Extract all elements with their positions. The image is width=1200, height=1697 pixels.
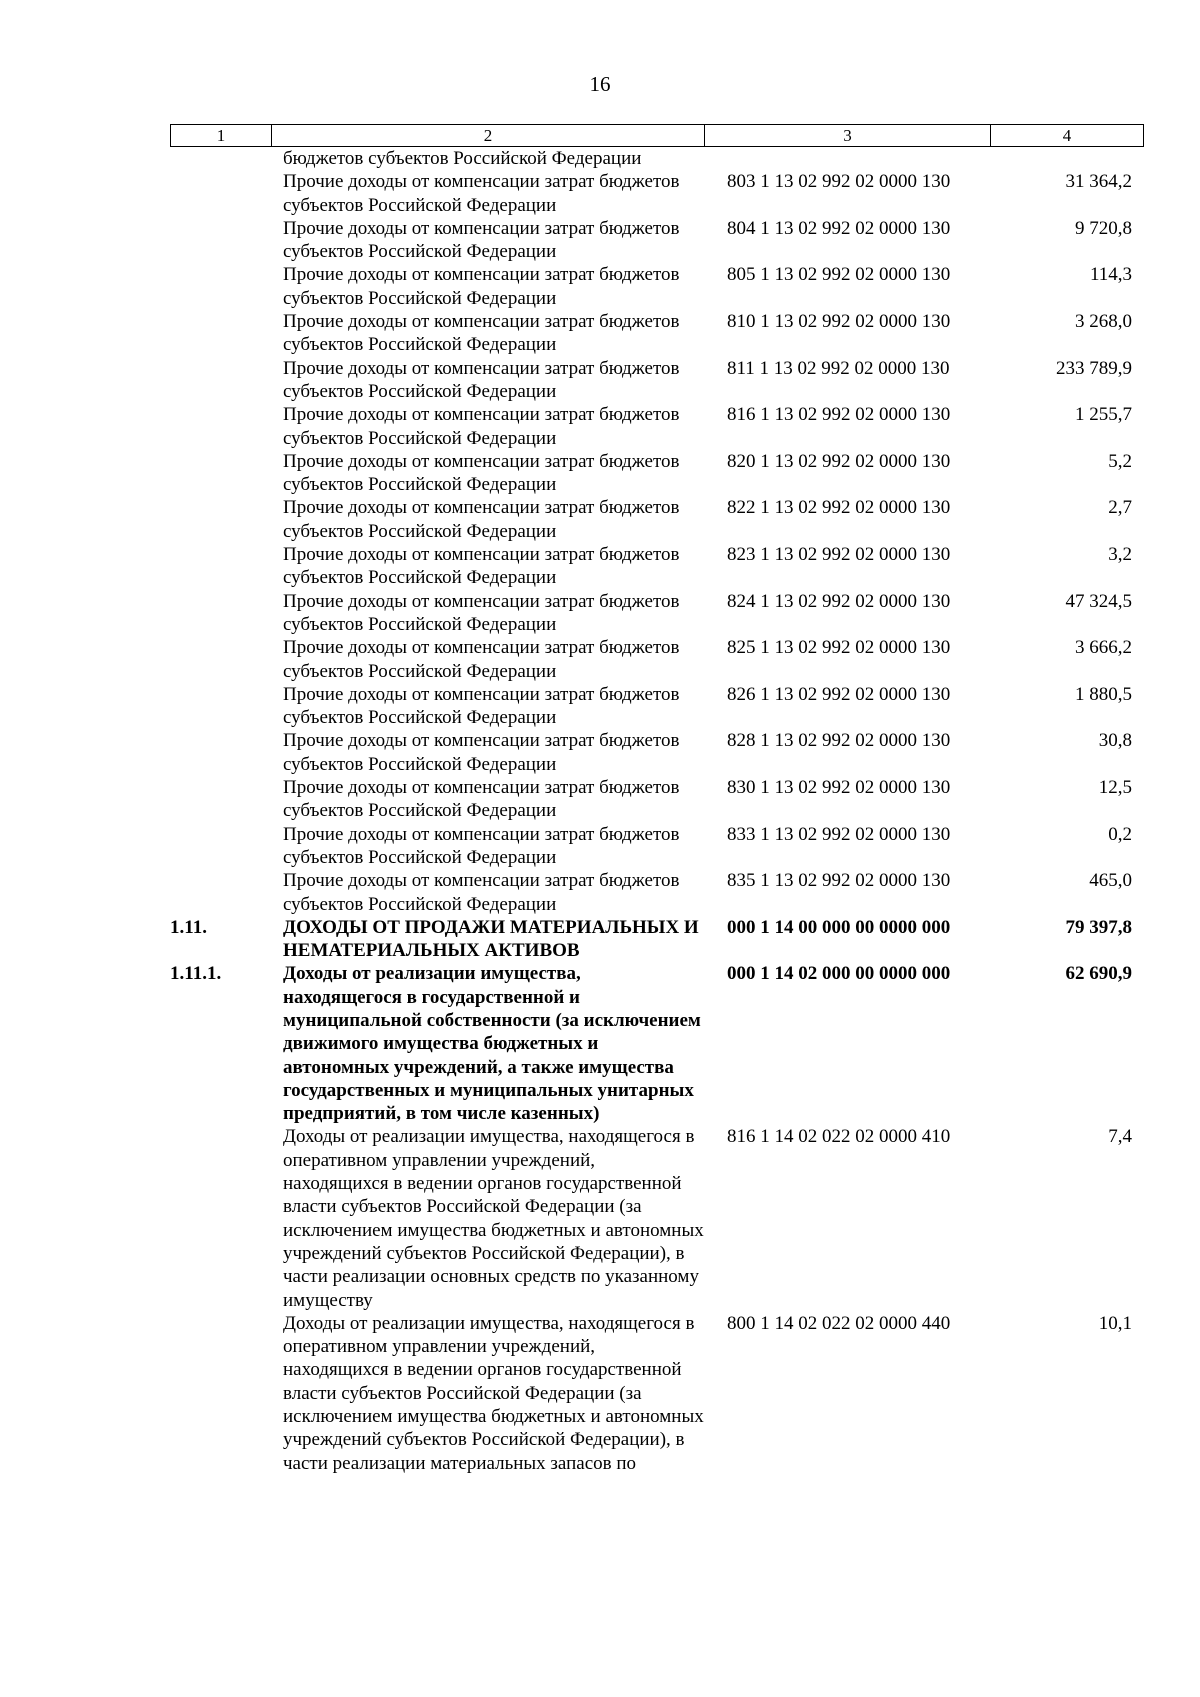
row-code: 820 1 13 02 992 02 0000 130 — [727, 450, 951, 472]
table-row — [170, 776, 1144, 823]
row-code: 000 1 14 00 000 00 0000 000 — [727, 916, 951, 938]
table-header — [170, 124, 1144, 147]
row-number — [170, 450, 271, 497]
row-amount: 1 880,5 — [1075, 683, 1132, 705]
row-amount: 12,5 — [1098, 777, 1132, 799]
row-name: Прочие доходы от компенсации затрат бюджетов субъектов Российской Федерации — [283, 683, 680, 729]
row-name: Доходы от реализации имущества, находящегося в оперативном управлении учреждений, находящихся в ведении органов государственной власти субъектов Российской Федерации (за исключением имущества бюджетных и автономных учреждений субъектов Российской Федерации), в части реализации материальных запасов по — [283, 1312, 704, 1474]
row-amount: 79 397,8 — [1065, 916, 1132, 938]
table-row — [170, 403, 1144, 450]
row-name: Прочие доходы от компенсации затрат бюджетов субъектов Российской Федерации — [283, 450, 680, 496]
row-number — [170, 543, 271, 590]
column-header-2: 2 — [272, 125, 705, 146]
row-code: 816 1 13 02 992 02 0000 130 — [727, 404, 951, 426]
table-row — [170, 357, 1144, 404]
row-code: 803 1 13 02 992 02 0000 130 — [727, 171, 951, 193]
table-row — [170, 869, 1144, 916]
row-name: Прочие доходы от компенсации затрат бюджетов субъектов Российской Федерации — [283, 777, 680, 822]
row-number: 1.11.1. — [170, 963, 222, 985]
row-name: Прочие доходы от компенсации затрат бюджетов субъектов Российской Федерации — [283, 823, 680, 868]
row-name: Прочие доходы от компенсации затрат бюджетов субъектов Российской Федерации — [283, 264, 680, 309]
row-number — [170, 869, 271, 916]
table-row — [170, 450, 1144, 497]
row-number — [170, 776, 271, 823]
table-row — [170, 263, 1144, 310]
continuation-text: бюджетов субъектов Российской Федерации — [283, 148, 642, 169]
table-row — [170, 310, 1144, 357]
row-code: 800 1 14 02 022 02 0000 440 — [727, 1312, 951, 1334]
row-number — [170, 729, 271, 776]
table-row — [170, 590, 1144, 637]
row-code: 823 1 13 02 992 02 0000 130 — [727, 544, 951, 566]
row-amount: 5,2 — [1108, 450, 1132, 472]
row-code: 826 1 13 02 992 02 0000 130 — [727, 683, 951, 705]
row-code: 000 1 14 02 000 00 0000 000 — [727, 963, 951, 985]
row-code: 833 1 13 02 992 02 0000 130 — [727, 823, 951, 845]
row-number — [170, 217, 271, 264]
budget-revenue-table — [170, 124, 1144, 1475]
row-code: 835 1 13 02 992 02 0000 130 — [727, 870, 951, 892]
row-amount: 3 268,0 — [1075, 311, 1132, 333]
row-code: 825 1 13 02 992 02 0000 130 — [727, 637, 951, 659]
row-name: Прочие доходы от компенсации затрат бюджетов субъектов Российской Федерации — [283, 497, 680, 542]
row-name: Прочие доходы от компенсации затрат бюджетов субъектов Российской Федерации — [283, 404, 680, 449]
row-number — [170, 403, 271, 450]
table-row-subsection — [170, 962, 1144, 1125]
table-row — [170, 1312, 1144, 1475]
table-row — [170, 217, 1144, 264]
row-code: 805 1 13 02 992 02 0000 130 — [727, 264, 951, 286]
table-row — [170, 683, 1144, 730]
column-header-1: 1 — [171, 125, 272, 146]
row-name: Доходы от реализации имущества, находящегося в государственной и муниципальной собственности (за исключением движимого имущества бюджетных и автономных учреждений, а также имущества государственных и муниципальных унитарных предприятий, в том числе казенных) — [283, 963, 701, 1125]
row-code: 830 1 13 02 992 02 0000 130 — [727, 777, 951, 799]
row-amount: 114,3 — [1089, 264, 1132, 286]
table-row — [170, 729, 1144, 776]
row-number — [170, 310, 271, 357]
row-amount: 62 690,9 — [1065, 963, 1132, 985]
table-row-section — [170, 916, 1144, 963]
row-amount: 7,4 — [1108, 1126, 1132, 1148]
row-number — [170, 357, 271, 404]
row-amount: 3 666,2 — [1075, 637, 1132, 659]
row-code: 824 1 13 02 992 02 0000 130 — [727, 590, 951, 612]
row-name: Прочие доходы от компенсации затрат бюджетов субъектов Российской Федерации — [283, 590, 680, 635]
row-name: Прочие доходы от компенсации затрат бюджетов субъектов Российской Федерации — [283, 637, 680, 682]
row-name: ДОХОДЫ ОТ ПРОДАЖИ МАТЕРИАЛЬНЫХ И НЕМАТЕРИАЛЬНЫХ АКТИВОВ — [283, 916, 699, 962]
row-code: 816 1 14 02 022 02 0000 410 — [727, 1126, 951, 1148]
row-number: 1.11. — [170, 916, 207, 938]
row-amount: 10,1 — [1098, 1312, 1132, 1334]
row-code: 811 1 13 02 992 02 0000 130 — [727, 357, 950, 379]
row-amount: 0,2 — [1108, 823, 1132, 845]
row-amount: 47 324,5 — [1065, 590, 1132, 612]
row-amount: 465,0 — [1089, 870, 1132, 892]
row-number — [170, 170, 271, 217]
row-amount: 2,7 — [1108, 497, 1132, 519]
table-row — [170, 823, 1144, 870]
row-amount: 9 720,8 — [1075, 217, 1132, 239]
table-row — [170, 636, 1144, 683]
row-number — [170, 590, 271, 637]
row-amount: 233 789,9 — [1056, 357, 1132, 379]
row-name: Прочие доходы от компенсации затрат бюджетов субъектов Российской Федерации — [283, 870, 680, 915]
row-number — [170, 496, 271, 543]
row-name: Прочие доходы от компенсации затрат бюджетов субъектов Российской Федерации — [283, 171, 680, 216]
continuation-row — [170, 147, 1144, 170]
row-code: 822 1 13 02 992 02 0000 130 — [727, 497, 951, 519]
column-header-3: 3 — [705, 125, 991, 146]
row-name: Прочие доходы от компенсации затрат бюджетов субъектов Российской Федерации — [283, 544, 680, 589]
row-name: Прочие доходы от компенсации затрат бюджетов субъектов Российской Федерации — [283, 357, 680, 402]
row-name: Прочие доходы от компенсации затрат бюджетов субъектов Российской Федерации — [283, 311, 680, 356]
row-code: 804 1 13 02 992 02 0000 130 — [727, 217, 951, 239]
table-row — [170, 170, 1144, 217]
row-amount: 30,8 — [1098, 730, 1132, 752]
table-row — [170, 1125, 1144, 1311]
column-header-4: 4 — [1062, 126, 1072, 145]
row-name: Доходы от реализации имущества, находящегося в оперативном управлении учреждений, находящихся в ведении органов государственной власти субъектов Российской Федерации (за исключением имущества бюджетных и автономных учреждений субъектов Российской Федерации), в части реализации основных средств по указанному имуществу — [283, 1126, 704, 1311]
row-amount: 31 364,2 — [1065, 171, 1132, 193]
table-row — [170, 543, 1144, 590]
row-number — [170, 636, 271, 683]
row-code: 828 1 13 02 992 02 0000 130 — [727, 730, 951, 752]
row-name: Прочие доходы от компенсации затрат бюджетов субъектов Российской Федерации — [283, 217, 680, 263]
row-amount: 1 255,7 — [1075, 404, 1132, 426]
row-number — [170, 1312, 271, 1475]
table-row — [170, 496, 1144, 543]
row-code: 810 1 13 02 992 02 0000 130 — [727, 311, 951, 333]
row-number — [170, 263, 271, 310]
row-number — [170, 683, 271, 730]
row-amount: 3,2 — [1108, 544, 1132, 566]
page-number: 16 — [589, 72, 611, 96]
row-name: Прочие доходы от компенсации затрат бюджетов субъектов Российской Федерации — [283, 730, 680, 775]
row-number — [170, 1125, 271, 1311]
row-number — [170, 823, 271, 870]
